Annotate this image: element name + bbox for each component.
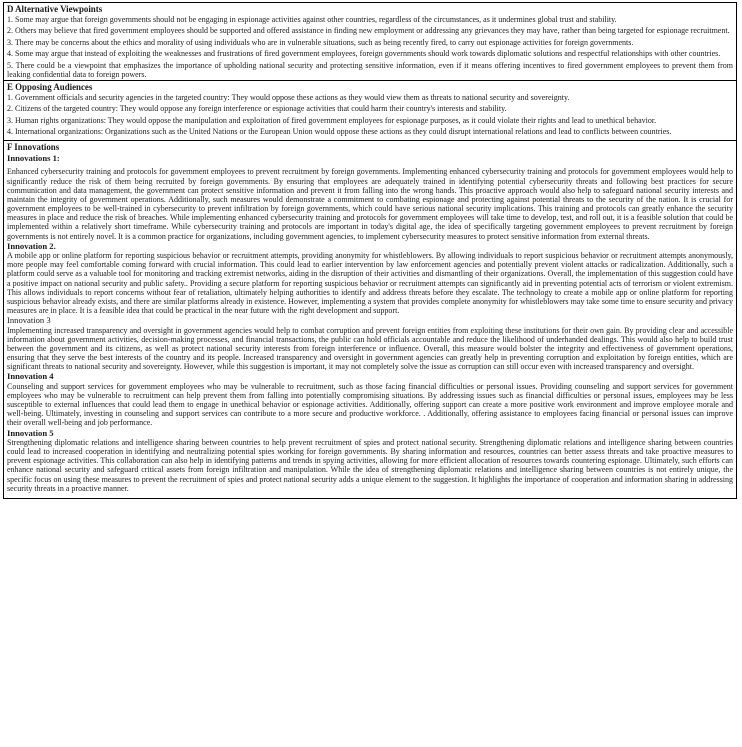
innovation-5-heading: Innovation 5 bbox=[7, 427, 54, 438]
list-item: 5. There could be a viewpoint that emphasizes the importance of upholding national security and protecting sensitive information, even if it means offering incentives to fired government employees to prevent them from leaking confidential data to foreign powers. bbox=[7, 60, 733, 79]
list-item: 4. International organizations: Organizations such as the United Nations or the European Union would oppose these actions as they could disrupt international relations and lead to conflicts between countries. bbox=[7, 127, 672, 137]
innovation-3-heading: Innovation 3 bbox=[7, 315, 51, 326]
document-page bbox=[3, 2, 737, 499]
innovation-2-text: A mobile app or online platform for reporting suspicious behavior or recruitment attempts, providing anonymity for whistleblowers. By allowing individuals to report suspicious behavior or recruitment attempts anonymously, more people may feel comfortable coming forward with crucial information. This could lead to earlier intervention by law enforcement agencies and potentially prevent violent attacks or radicalization. Additionally, such a platform could serve as a valuable tool for monitoring and tracking extremist networks, aiding in the disruption of their activities and dismantling of their organizations. Overall, the implementation of this suggestion could have a positive impact on national security and public safety.. Providing a secure platform for reporting suspicious behavior or recruitment attempts can significantly aid in preventing potential acts of terrorism or violent extremism. This allows individuals to report concerns without fear of retaliation, ultimately helping authorities to identify and address threats before they escalate. The technology to create a mobile app or online platform for reporting suspicious behavior already exists, and there are similar platforms already in existence. However, implementing a system that provides complete anonymity for whistleblowers may take some time to ensure security and privacy measures are in place. It is a feasible idea that could be practical in the near future with the right development and support. bbox=[7, 251, 733, 316]
innovation-4-text: Counseling and support services for government employees who may be vulnerable to recruitment, such as those facing financial difficulties or personal issues. Providing counseling and support services for government employees who may be vulnerable to recruitment can help prevent them from falling into potentially compromising situations. By addressing issues such as financial difficulties or personal issues, employees may be less susceptible to external influences that could lead them to engage in unethical behavior or espionage activities. Additionally, offering support can create a more positive work environment and improve employee morale and well-being. Ultimately, investing in counseling and support services can contribute to a more secure and productive workforce. . Additionally, offering assistance to employees facing financial or personal issues can improve their overall well-being and job performance. bbox=[7, 381, 733, 428]
list-item: 1. Some may argue that foreign governments should not be engaging in espionage activities against other countries, regardless of the circumstances, as it undermines global trust and stability. bbox=[7, 14, 617, 24]
section-e-list bbox=[7, 93, 733, 137]
list-item: 1. Government officials and security agencies in the targeted country: They would oppose these actions as they would view them as threats to national security and sovereignty. bbox=[7, 92, 570, 102]
innovation-3-text: Implementing increased transparency and oversight in government agencies would help to combat corruption and prevent foreign entities from exploiting these institutions for their own gain. By providing clear and accessible information about government activities, decision-making processes, and financial transactions, the public can hold officials accountable and reduce the likelihood of underhanded dealings. This would also help to build trust between the government and its citizens, as well as protect national security interests from foreign interference or influence. Overall, this measure would bolster the integrity and effectiveness of government operations, ensuring that they serve the best interests of the country and its people. Increased transparency and oversight in government agencies can greatly help in preventing corruption and exploitation by foreign entities, which are significant threats to national security and sovereignty. However, while this suggestion is important, it may not completely solve the issue as corruption can still occur even with increased transparency and oversight. bbox=[7, 325, 733, 372]
list-item: 2. Citizens of the targeted country: They would oppose any foreign interference or espionage activities that could harm their country's interests and stability. bbox=[7, 104, 507, 114]
innovation-5-text: Strengthening diplomatic relations and intelligence sharing between countries to help prevent recruitment of spies and protect national security. Strengthening diplomatic relations and intelligence sharing between countries could lead to increased cooperation in identifying and neutralizing potential spies working for foreign governments. By sharing information and resources, countries can better assess threats and take proactive measures to prevent espionage activities. This collaboration can also help in identifying patterns and trends in spying activities, allowing for more efficient allocation of resources towards countering espionage. Ultimately, such efforts can enhance national security and safeguard critical assets from foreign infiltration and manipulation. While the idea of strengthening diplomatic relations and intelligence sharing between countries is not entirely unique, the specific focus on using these measures to prevent the recruitment of spies and protect national security adds a unique element to the suggestion. It highlights the importance of cooperation and information sharing in addressing security threats in a proactive manner. bbox=[7, 438, 733, 493]
innovation-2-heading: Innovation 2. bbox=[7, 240, 56, 251]
innovation-1-text: Enhanced cybersecurity training and protocols for government employees to prevent recruitment by foreign governments. Implementing enhanced cybersecurity training and protocols for government employees would help to significantly reduce the risk of them being recruited by foreign governments. By ensuring that employees are adequately trained in identifying potential cybersecurity threats and following best practices for secure communication and data management, the government can protect sensitive information and prevent it from falling into the wrong hands. This proactive approach would also help to safeguard national security interests and maintain the integrity of government operations. Additionally, such measures would demonstrate a commitment to combating espionage and protecting against potential threats to the security of the nation. It is crucial for government employees to be well-trained in cybersecurity to prevent infiltration by foreign governments, which could have serious national security implications. This training and protocols can greatly enhance the security measures in place and reduce the risk of breaches. While implementing enhanced cybersecurity training and protocols for government employees will take time to develop, test, and roll out, it is a feasible solution that could be implemented within a relatively short timeframe. While cybersecurity training and protocols are important in today's digital age, the idea of specifically targeting government employees to prevent recruitment by foreign governments is not entirely novel. It is a common practice for organizations, including government agencies, to implement cybersecurity measures to protect sensitive information from external threats. bbox=[7, 167, 733, 241]
list-item: 4. Some may argue that instead of exploiting the weaknesses and frustrations of fired government employees, foreign governments should work towards diplomatic solutions and respectful relationships with other countries. bbox=[7, 49, 721, 59]
section-e-title: E Opposing Audiences bbox=[7, 82, 93, 93]
list-item: 3. Human rights organizations: They would oppose the manipulation and exploitation of fired government employees for espionage purposes, as it could violate their rights and lead to unethical behavior. bbox=[7, 115, 657, 125]
list-item: 2. Others may believe that fired government employees should be supported and offered assistance in finding new employment or addressing any grievances they may have, rather than being targeted for espionage recruitment. bbox=[7, 26, 730, 36]
innovation-1-heading: Innovations 1: bbox=[7, 153, 60, 164]
section-d-alternative-viewpoints bbox=[3, 2, 737, 80]
section-d-list bbox=[7, 15, 733, 80]
section-f-innovations bbox=[3, 140, 737, 498]
section-e-opposing-audiences bbox=[3, 80, 737, 140]
innovation-4-heading: Innovation 4 bbox=[7, 371, 54, 382]
list-item: 3. There may be concerns about the ethics and morality of using individuals who are in vulnerable situations, such as being recently fired, to carry out espionage activities for foreign governments. bbox=[7, 37, 634, 47]
section-f-title: F Innovations bbox=[7, 142, 60, 153]
section-d-title: D Alternative Viewpoints bbox=[7, 4, 103, 14]
